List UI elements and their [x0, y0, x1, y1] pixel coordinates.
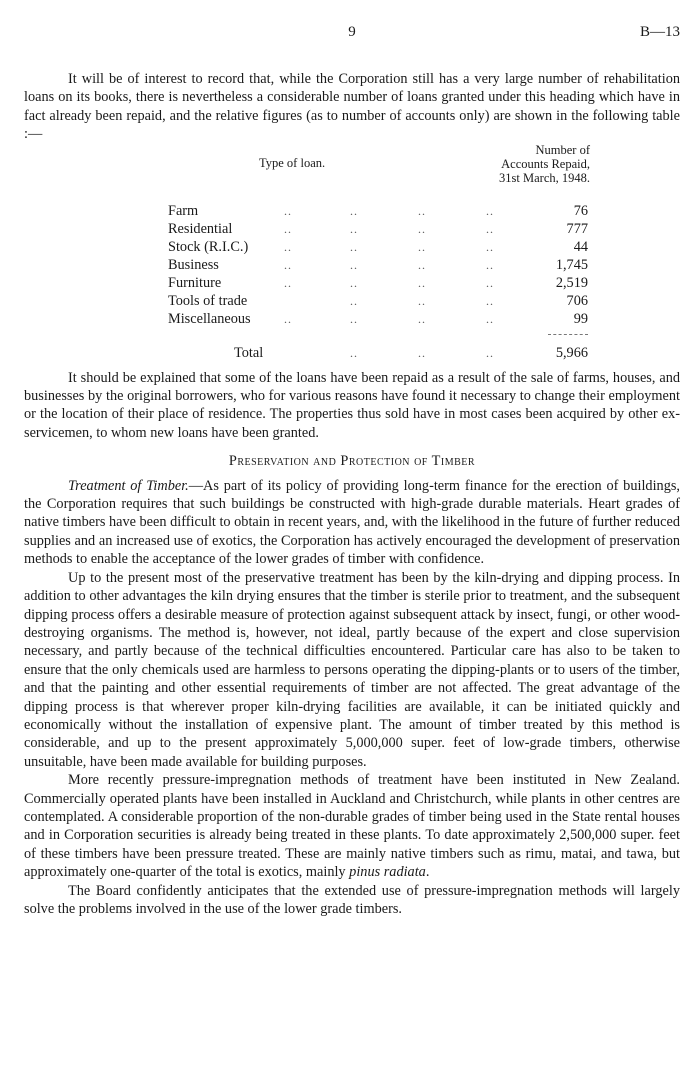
leader-dots: ..: [486, 293, 494, 308]
row-value: 1,745: [555, 256, 588, 273]
leader-dots: ..: [284, 311, 292, 326]
leader-dots: ..: [284, 239, 292, 254]
leader-dots: ..: [350, 239, 358, 254]
pressure-end: .: [425, 864, 430, 881]
row-label: Miscellaneous: [168, 310, 251, 327]
total-rule: [168, 334, 588, 338]
table-row: [168, 292, 588, 310]
species-name: pinus radiata: [349, 864, 426, 881]
accounts-repaid-header: [460, 143, 590, 185]
leader-dots: ..: [418, 221, 426, 236]
total-label: Total: [234, 344, 264, 361]
report-code: B—13: [639, 24, 680, 40]
leader-dots: ..: [486, 257, 494, 272]
leader-dots: ..: [350, 257, 358, 272]
type-of-loan-header: Type of loan.: [259, 155, 326, 170]
total-row: [168, 344, 588, 362]
section-heading: Preservation and Protection of Timber: [228, 453, 476, 470]
explained-paragraph: It should be explained that some of the loans have been repaid as a result of the sale of farms, houses, and businesses by the original borrowers, who for various reasons have found it necessary to change their employment or the location of their place of residence. The properties thus sold have in most cases been acquired by other ex-servicemen, to whom new loans have been granted.: [24, 369, 680, 441]
leader-dots: ..: [418, 203, 426, 218]
page-number: 9: [348, 24, 356, 40]
body-text: [24, 70, 680, 918]
row-value: 706: [566, 292, 588, 309]
row-value: 44: [573, 238, 588, 255]
row-label: Furniture: [168, 274, 222, 291]
table-row: [168, 238, 588, 256]
leader-dots: ..: [350, 293, 358, 308]
total-value: 5,966: [555, 344, 588, 361]
leader-dots: ..: [418, 345, 426, 360]
accounts-header-line1: Number of: [535, 142, 590, 157]
kiln-paragraph: Up to the present most of the preservative treatment has been by the kiln-drying and dipping process. In addition to other advantages the kiln drying ensures that the timber is sterile prior to treatment, and the subsequent dipping process offers a desirable measure of protection against subsequent attack by insect, fungi, or other wood-destroying organisms. The method is, however, not ideal, partly because of the expert and close supervision necessary, and partly because of the technical difficulties encountered. Particular care has also to be taken to ensure that the only chemicals used are harmless to persons operating the dipping-plants or to users of the timber, and that the painting and other essential requirements of timber are not affected. The great advantage of the dipping process is that wherever proper kiln-drying facilities are available, it can be initiated quickly and economically without the installation of expensive plant. The amount of timber treated by this method is considerable, and up to the present approximately 5,000,000 super. feet of low-grade timbers, otherwise unsuitable, have been made available for building purposes.: [24, 569, 680, 770]
leader-dots: ..: [486, 221, 494, 236]
leader-dots: ..: [284, 203, 292, 218]
leader-dots: ..: [350, 311, 358, 326]
loan-table: [24, 144, 680, 369]
row-label: Residential: [168, 220, 233, 237]
leader-dots: ..: [284, 275, 292, 290]
leader-dots: ..: [486, 203, 494, 218]
leader-dots: ..: [350, 203, 358, 218]
row-label: Tools of trade: [168, 292, 248, 309]
leader-dots: ..: [284, 257, 292, 272]
treatment-text: —As part of its policy of providing long-term finance for the erection of buildings, the Corporation requires that such buildings be constructed with high-grade durable materials. Heart grades of native timbers have been difficult to obtain in recent years, and, with the likelihood in the future of further reduced supplies and an increased use of exotics, the Corporation has actively encouraged the development of preservation methods to enable the acceptance of the lower grades of timber with confidence.: [24, 477, 680, 568]
board-paragraph: The Board confidently anticipates that the extended use of pressure-impregnation methods will largely solve the problems involved in the use of the lower grade timbers.: [24, 882, 680, 917]
row-label: Business: [168, 256, 219, 273]
leader-dots: ..: [350, 345, 358, 360]
leader-dots: ..: [418, 257, 426, 272]
row-label: Farm: [168, 202, 199, 219]
treatment-paragraph: [24, 477, 680, 569]
leader-dots: ..: [350, 275, 358, 290]
table-row: [168, 274, 588, 292]
leader-dots: ..: [486, 275, 494, 290]
leader-dots: ..: [418, 275, 426, 290]
leader-dots: ..: [350, 221, 358, 236]
leader-dots: ..: [284, 221, 292, 236]
divider: [548, 334, 588, 335]
intro-paragraph: It will be of interest to record that, while the Corporation still has a very large number of rehabilitation loans on its books, there is nevertheless a considerable number of loans granted under this heading which have in fact already been repaid, and the relative figures (as to number of accounts only) are shown in the following table :—: [24, 71, 680, 143]
leader-dots: ..: [486, 311, 494, 326]
pressure-text: More recently pressure-impregnation methods of treatment have been instituted in New Zealand. Commercially operated plants have been installed in Auckland and Christchurch, while plants in other centres are contemplated. A considerable proportion of the non-durable grades of timber being used in the State rental houses and in Corporation securities is already being treated in these plants. To date approximately 2,500,000 super. feet of these timbers have been pressure treated. These are mainly native timbers such as rimu, matai, and tawa, but approximately one-quarter of the total is exotics, mainly: [24, 772, 680, 881]
table-row: [168, 202, 588, 220]
accounts-header-line2: Accounts Repaid,: [501, 156, 590, 171]
leader-dots: ..: [418, 293, 426, 308]
table-row: [168, 256, 588, 274]
row-value: 99: [573, 310, 588, 327]
row-value: 777: [566, 220, 588, 237]
accounts-header-line3: 31st March, 1948.: [499, 170, 590, 185]
page-header: [24, 24, 680, 44]
row-label: Stock (R.I.C.): [168, 238, 249, 255]
table-row: [168, 310, 588, 328]
leader-dots: ..: [486, 239, 494, 254]
leader-dots: ..: [418, 311, 426, 326]
leader-dots: ..: [486, 345, 494, 360]
treatment-title: Treatment of Timber.: [68, 477, 189, 494]
table-row: [168, 220, 588, 238]
pressure-paragraph: [24, 771, 680, 881]
row-value: 2,519: [555, 274, 588, 291]
row-value: 76: [573, 202, 588, 219]
leader-dots: ..: [418, 239, 426, 254]
